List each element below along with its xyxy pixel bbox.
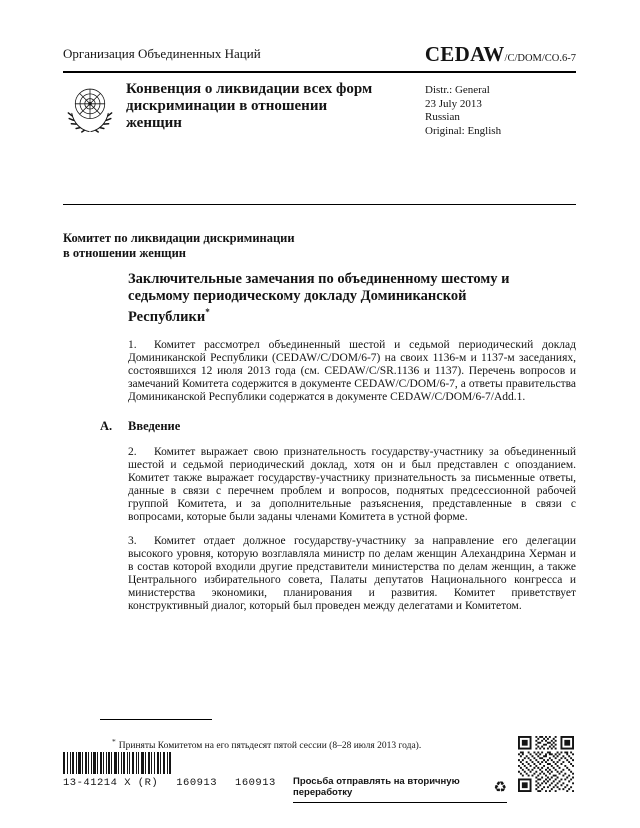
paragraph-3-number: 3. [128,535,137,548]
document-symbol [425,44,576,65]
paragraph-2-text: Комитет выражает свою признательность государству-участнику за объединенный шестой и седьмой периодический доклад, хотя он и был представлен с опозданием. Комитет также выражает государству-участнику признательность за письменные ответы, данные в связи с перечнем проблем и вопросов, поднятых предсессионной рабочей группой Комитета, и за дополнительные разъяснения, представленные в связи с вопросами, которые были заданы членами Комитета в устной форме. [128,446,576,524]
job-number-line [63,777,294,789]
page-header [63,44,576,65]
section-a-label: Введение [128,419,181,434]
document-symbol-main: CEDAW [424,42,505,66]
committee-line2: в отношении женщин [63,245,186,260]
document-symbol-suffix: /C/DOM/CO.6-7 [504,53,576,64]
distr-language: Russian [425,111,460,123]
title-footnote-marker: * [205,307,210,317]
distr-date: 23 July 2013 [425,97,482,110]
footnote-marker: * [112,737,116,746]
org-name: Организация Объединенных Наций [63,46,261,61]
paragraph-1 [128,339,576,404]
recycle-notice [293,776,507,803]
section-a-heading [100,419,576,434]
section-a-number: A. [100,419,113,434]
committee-line1: Комитет по ликвидации дискриминации [63,231,295,245]
document-body [100,271,576,624]
footnote-text: Приняты Комитетом на его пятьдесят пятой сессии (8–28 июля 2013 года). [118,741,422,752]
paragraph-1-text: Комитет рассмотрел объединенный шестой и седьмой периодический доклад Доминиканской Республики (CEDAW/C/DOM/6-7) на своих 1136-м и 1137-м заседаниях, состоявшихся 12 июля 2013 года (см. CEDAW/C/SR.1136 и 1137). Перечень вопросов и замечаний Комитета содержится в документе CEDAW/C/DOM/6-7, а ответы правительства Доминиканской Республики содержатся в документе CEDAW/C/DOM/6-7/Add.1. [128,339,576,404]
distribution-block [425,84,501,138]
paragraph-2 [128,446,576,524]
job-date-1: 160913 [176,777,218,789]
masthead-rule [63,204,576,205]
qr-code-icon [518,736,574,792]
committee-name [63,231,295,260]
distr-original: Original: English [425,124,502,137]
paragraph-3-text: Комитет отдает должное государству-участнику за направление его делегации высокого уровня, которую возглавляла министр по делам женщин Алехандрина Херман и в состав которой входили другие представители министерства по делам женщин, а также Центрального избирательного совета, Палаты депутатов Национального конгресса и министерства экономики, планирования и развития. Комитет приветствует конструктивный диалог, который был проведен между делегатами и Комитетом. [128,535,576,613]
un-emblem-icon [64,82,116,136]
job-date-2: 160913 [235,777,276,789]
document-title [128,271,530,325]
paragraph-2-number: 2. [128,446,137,459]
job-number: 13-41214 X (R) [63,777,159,789]
convention-title: Конвенция о ликвидации всех форм дискриминации в отношении женщин [126,81,373,131]
recycle-text: Просьба отправлять на вторичную переработку [293,776,460,798]
document-title-text: Заключительные замечания по объединенному шестому и седьмому периодическому докладу Доминиканской Республики [128,271,510,325]
barcode-icon [63,752,171,774]
paragraph-3 [128,535,576,613]
recycle-icon: ♻ [493,778,507,796]
footnote-rule [100,719,212,720]
footnote [112,737,532,751]
paragraph-1-number: 1. [128,339,137,352]
distr-line: Distr.: General [425,84,490,96]
header-rule [63,71,576,73]
